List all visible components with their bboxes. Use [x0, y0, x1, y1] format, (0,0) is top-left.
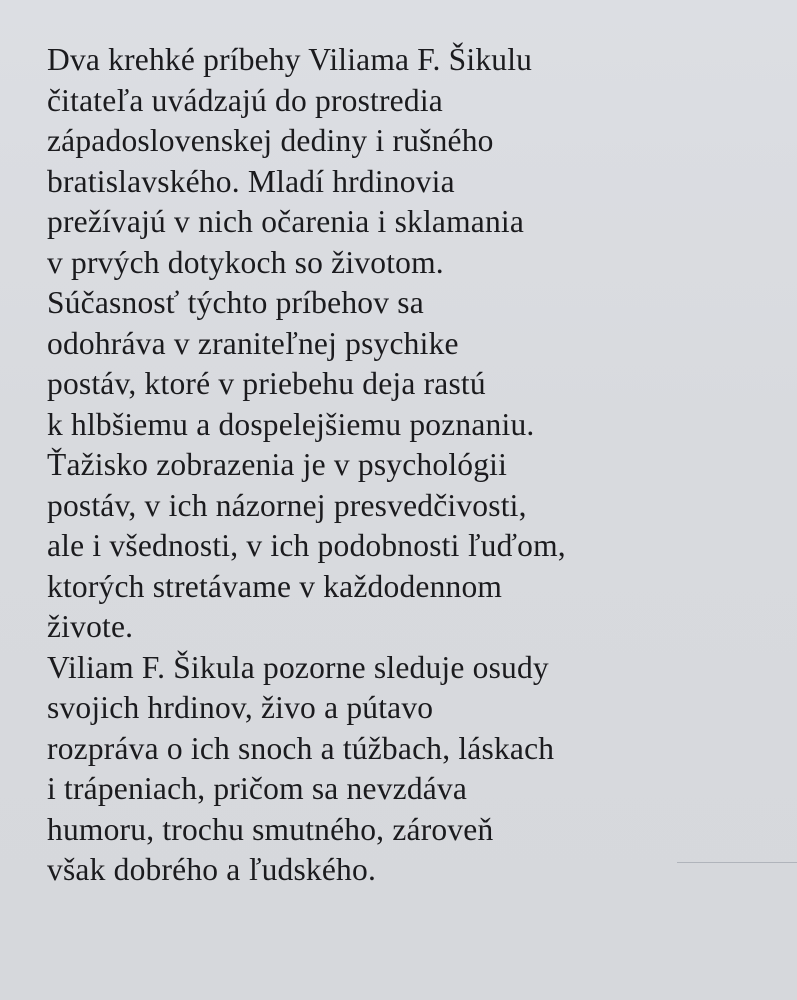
text-line: svojich hrdinov, živo a pútavo	[47, 690, 434, 725]
text-line: prežívajú v nich očarenia i sklamania	[47, 204, 525, 239]
text-line: Súčasnosť týchto príbehov sa	[47, 285, 424, 320]
text-line: bratislavského. Mladí hrdinovia	[47, 163, 455, 199]
text-line: Dva krehké príbehy Viliama F. Šikulu	[47, 42, 533, 77]
text-line: humoru, trochu smutného, zároveň	[47, 811, 494, 847]
text-line: v prvých dotykoch so životom.	[47, 244, 444, 280]
text-line: k hlbšiemu a dospelejšiemu poznaniu.	[47, 406, 535, 442]
text-line: rozpráva o ich snoch a túžbach, láskach	[47, 730, 555, 766]
text-line: Ťažisko zobrazenia je v psychológii	[47, 447, 508, 482]
text-line: západoslovenskej dediny i rušného	[47, 123, 494, 158]
text-line: však dobrého a ľudského.	[47, 852, 377, 887]
text-line: Viliam F. Šikula pozorne sleduje osudy	[47, 649, 549, 685]
text-line: ktorých stretávame v každodennom	[47, 568, 503, 604]
text-line: čitateľa uvádzajú do prostredia	[47, 82, 443, 118]
text-line: i trápeniach, pričom sa nevzdáva	[47, 771, 468, 806]
blurb-text	[47, 40, 787, 891]
text-line: postáv, v ich názornej presvedčivosti,	[47, 487, 527, 523]
text-line: ale i všednosti, v ich podobnosti ľuďom,	[47, 528, 566, 563]
text-line: postáv, ktoré v priebehu deja rastú	[47, 366, 486, 401]
text-line: živote.	[47, 609, 134, 644]
text-line: odohráva v zraniteľnej psychike	[47, 325, 459, 361]
